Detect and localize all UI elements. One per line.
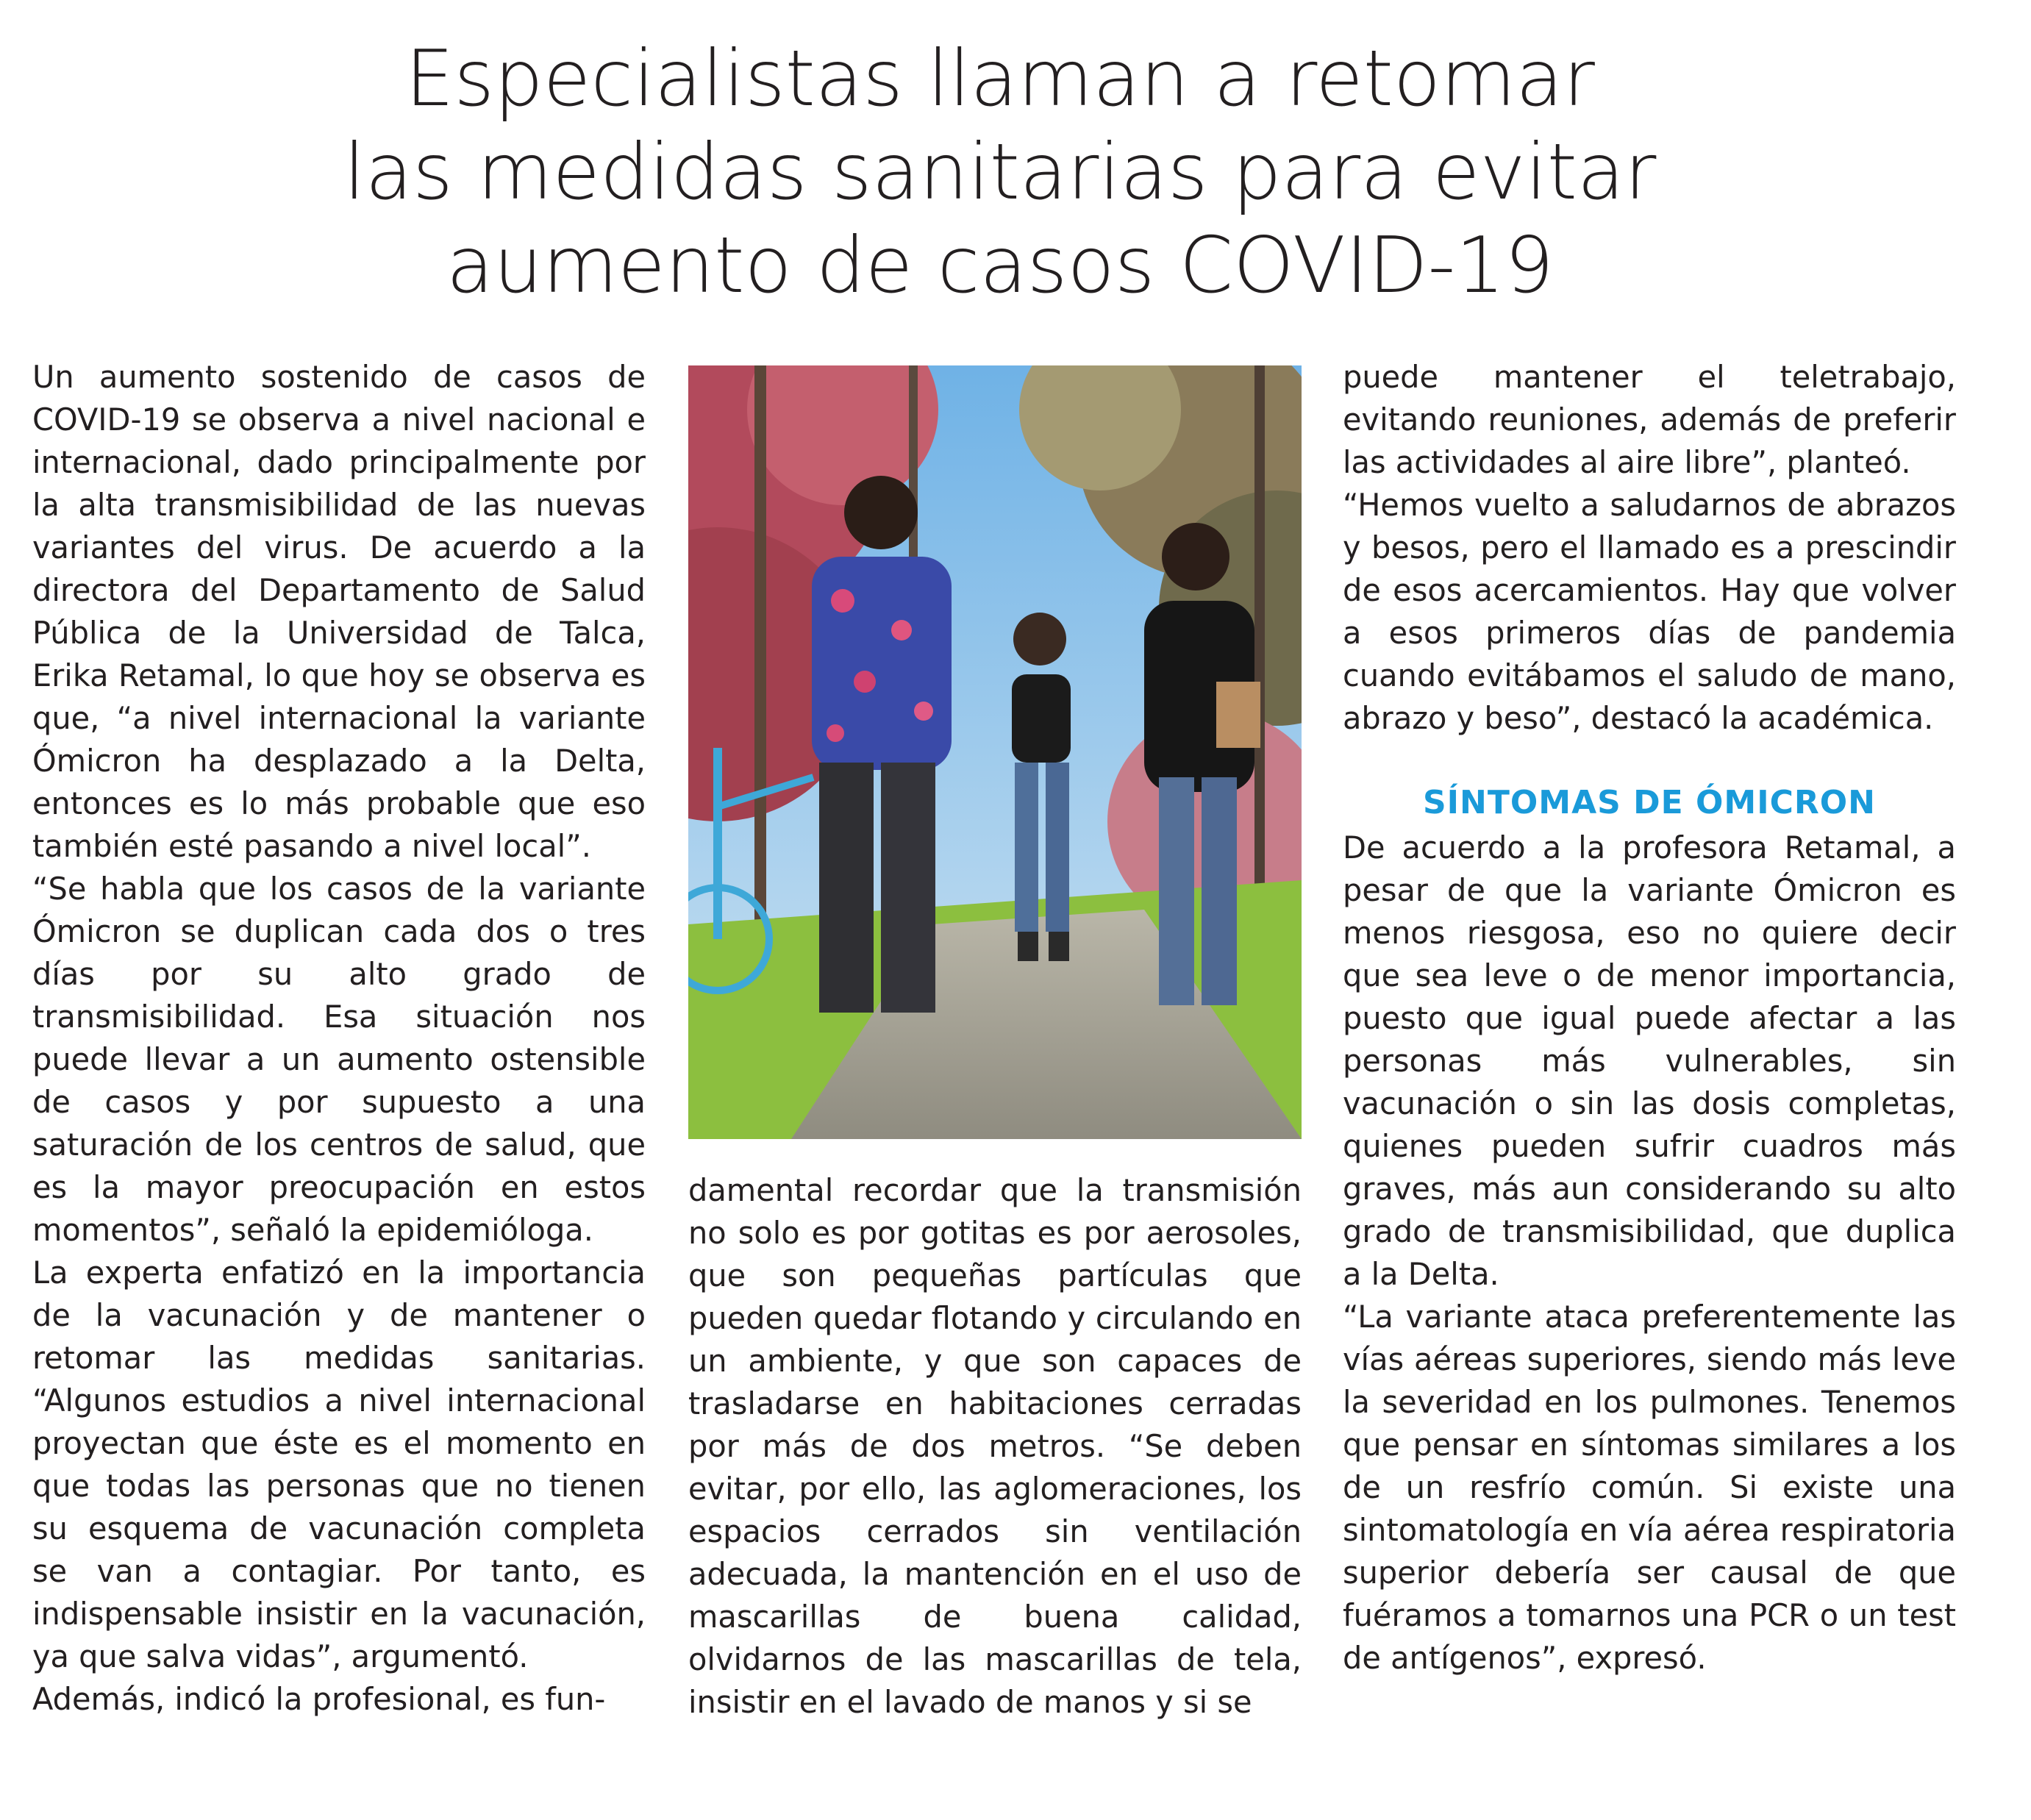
headline — [88, 32, 1912, 313]
paragraph: “Se habla que los casos de la variante Ómicron se duplican cada dos o tres días por su alto grado de transmisibilidad. Esa situación nos puede llevar a un aumento ostensible de casos y por supuesto a una saturación de los centros de salud, que es la mayor preocupación en estos momentos”, señaló la epidemióloga. — [32, 871, 646, 1248]
article-column-1 — [32, 356, 646, 1721]
paragraph: damental recordar que la transmisión no solo es por gotitas es por aerosoles, que son pequeñas partículas que pueden quedar flotando y circulando en un ambiente, y que son capaces de trasladarse en habitaciones cerradas por más de dos metros. “Se deben evitar, por ello, las aglomeraciones, los espacios cerrados sin ventilación adecuada, la mantención en el uso de mascarillas de buena calidad, olvidarnos de las mascarillas de tela, insistir en el lavado de manos y si se — [688, 1172, 1302, 1720]
headline-line-1: Especialistas llaman a retomar — [405, 34, 1595, 124]
photo-illustration — [688, 365, 1302, 1139]
paragraph: “La variante ataca preferentemente las vías aéreas superiores, siendo más leve la severidad en los pulmones. Tenemos que pensar en síntomas similares a los de un resfrío común. Si existe una sintomatología en vía aérea respiratoria superior debería ser causal de que fuéramos a tomarnos una PCR o un test de antígenos”, expresó. — [1343, 1299, 1956, 1676]
paragraph: puede mantener el teletrabajo, evitando reuniones, además de preferir las actividades al aire libre”, planteó. — [1343, 359, 1956, 480]
section-subheading: SÍNTOMAS DE ÓMICRON — [1422, 784, 1876, 821]
headline-line-3: aumento de casos COVID-19 — [446, 221, 1555, 310]
headline-line-2: las medidas sanitarias para evitar — [343, 127, 1657, 217]
students-walking-photo — [688, 365, 1302, 1139]
paragraph: Un aumento sostenido de casos de COVID-19 se observa a nivel nacional e internacional, dado principalmente por la alta transmisibilidad de las nuevas variantes del virus. De acuerdo a la directora del Departamento de Salud Pública de la Universidad de Talca, Erika Retamal, lo que hoy se observa es que, “a nivel internacional la variante Ómicron ha desplazado a la Delta, entonces es lo más probable que eso también esté pasando a nivel local”. — [32, 359, 646, 864]
paragraph: Además, indicó la profesional, es fun- — [32, 1681, 606, 1717]
paragraph: De acuerdo a la profesora Retamal, a pesar de que la variante Ómicron es menos riesgosa, eso no quiere decir que sea leve o de menor importancia, puesto que igual puede afectar a las personas más vulnerables, sin vacunación o sin las dosis completas, quienes pueden sufrir cuadros más graves, más aun considerando su alto grado de transmisibilidad, que duplica a la Delta. — [1343, 829, 1956, 1292]
article-column-3 — [1343, 356, 1956, 1680]
paragraph: “Hemos vuelto a saludarnos de abrazos y besos, pero el llamado es a prescindir de esos acercamientos. Hay que volver a esos primeros días de pandemia cuando evitábamos el saludo de mano, abrazo y beso”, destacó la académica. — [1343, 487, 1956, 736]
paragraph: La experta enfatizó en la importancia de la vacunación y de mantener o retomar las medidas sanitarias. “Algunos estudios a nivel internacional proyectan que éste es el momento en que todas las personas que no tienen su esquema de vacunación completa se van a contagiar. Por tanto, es indispensable insistir en la vacunación, ya que salva vidas”, argumentó. — [32, 1255, 646, 1674]
article-column-2 — [688, 1169, 1302, 1724]
